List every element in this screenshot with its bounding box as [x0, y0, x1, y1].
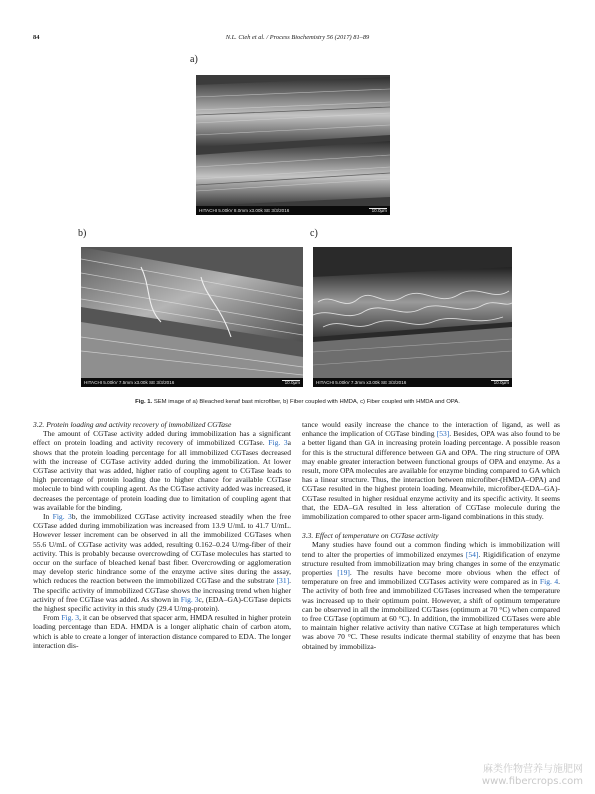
right-text-column — [302, 420, 560, 651]
left-text-column — [33, 420, 291, 650]
panel-label-b: b) — [78, 228, 87, 239]
text-run: c, (EDA–GA)-CGTase depicts the highest specific activity in this study (29.4 U/mg-protein). — [33, 594, 291, 614]
figure-link[interactable]: Fig. 3 — [268, 438, 288, 448]
sem-scale-label-a: 10.0µm — [371, 208, 387, 213]
text-run: From — [43, 613, 62, 623]
sem-databar-a — [196, 206, 390, 215]
text-run: The amount of CGTase activity added during immobilization has a significant effect on protein loading and activity recovery of immobilized CGTase. — [33, 429, 291, 448]
figure-link[interactable]: Fig. 3 — [180, 594, 199, 604]
sem-databar-b — [81, 378, 303, 387]
text-run: tance would easily increase the chance to the interaction of ligand, as well as enhance the implication of CGTase binding — [302, 420, 560, 439]
sem-fiber-surface-b — [81, 247, 303, 378]
sem-fiber-surface-c — [313, 247, 512, 378]
watermark-line-1: 麻类作物营养与施肥网 — [483, 764, 583, 775]
text-run: Many studies have found out a common finding which is immobilization will tend to alter the properties of immobilized enzymes — [302, 540, 560, 559]
running-header-citation: N.L. Cieh et al. / Process Biochemistry 56 (2017) 81–89 — [225, 34, 370, 41]
paragraph — [33, 429, 291, 512]
text-run: . The results have become more obvious when the effect of temperature on free and immobilized CGTases activity were compared as in — [302, 568, 560, 587]
sem-databar-text-a: HITACHI 5.00kV 8.0mm x3.00k SE 3/3/2016 — [199, 208, 290, 213]
paragraph — [33, 512, 291, 613]
reference-link[interactable]: [31] — [276, 576, 290, 586]
section-heading-3-3: 3.3. Effect of temperature on CGTase activity — [302, 531, 439, 541]
sem-scale-label-c: 10.0µm — [493, 380, 509, 385]
paragraph — [33, 613, 291, 650]
paragraph — [302, 420, 560, 521]
text-run: . Besides, OPA was also found to be a better ligand than GA in increasing protein loading percentage. A possible reason for this is the structural difference between GA and OPA. The ring structure of OPA may enable greater interaction between functional groups of OPA and enzyme. As a result, more OPA molecules are available for enzyme binding compared to GA which has a linear structure. Thus, the interaction between microfiber-(HMDA–OPA) and CGTase resulted in the highest protein loading. Meanwhile, microfiber-(EDA–GA)-CGTase resulted in higher residual enzyme activity and its specific activity. It seems that, the EDA–GA resulted in less alteration of CGTase molecule during the immobilization compared to other spacer arm-ligand combinations in this study. — [302, 429, 560, 522]
watermark-line-2: www.fibercrops.com — [481, 776, 583, 787]
sem-databar-text-c: HITACHI 5.00kV 7.3mm x3.00k SE 3/3/2016 — [316, 380, 407, 385]
sem-databar-text-b: HITACHI 5.00kV 7.5mm x3.00k SE 3/3/2016 — [84, 380, 175, 385]
section-heading-3-2: 3.2. Protein loading and activity recovery of immobilized CGTase — [33, 420, 232, 429]
figure-link[interactable]: Fig. 3 — [52, 512, 72, 522]
text-run: . Rigidification of enzyme structure resulted from immobilization may bring changes in some of the enzymatic properties — [302, 549, 560, 578]
figure-link[interactable]: Fig. 4 — [539, 577, 559, 587]
page-number: 84 — [33, 34, 40, 41]
panel-label-a: a) — [190, 54, 198, 65]
text-run: . The activity of both free and immobilized CGTases increased when the temperature was increased up to their optimum point. However, a shift of optimum temperature can be observed in all the immobilized CGTases (optimum at 70 °C) when compared to free CGTase (optimum at 60 °C). In addition, the immobilized CGTases were able to maintain higher relative activity than native CGTase at high temperatures which was above 70 °C. These results indicate thermal stability of enzyme that has been obtained by immobiliza- — [302, 577, 560, 651]
sem-image-b — [81, 247, 303, 387]
site-watermark — [482, 764, 583, 788]
text-run: , it can be observed that spacer arm, HMDA resulted in higher protein loading percentage than EDA. HMDA is a longer aliphatic chain of carbon atom, which is able to create a longer of interaction distance compared to EDA. The longer interaction dis- — [33, 613, 291, 650]
reference-link[interactable]: [54] — [465, 549, 479, 559]
text-run: . The specific activity of immobilized CGTase shows the increasing trend when higher activity of free CGTase was added. As shown in — [33, 576, 291, 604]
figure-caption-text: SEM image of a) Bleached kenaf bast microfiber, b) Fiber coupled with HMDA, c) Fiber coupled with HMDA and OPA. — [152, 399, 460, 405]
text-run: a shows that the protein loading percentage for all immobilized CGTases decreased with the increase of CGTase activity added during the immobilization. At lower CGTase activity that was added, higher ratio of coupling agent to CGTase leads to high percentage of protein loading due to higher chance for available CGTase molecule to bind with coupling agent. As the CGTase activity added was increased, it decreases the percentage of protein loading due to limitation of coupling agent that was available for the binding. — [33, 438, 291, 512]
panel-label-c: c) — [310, 228, 318, 239]
text-run: b, the immobilized CGTase activity increased steadily when the free CGTase added during immobilization was increased from 13.9 U/mL to 41.7 U/mL. However lesser increment can be observed in all the immobilized CGTases when 55.6 U/mL of CGTase activity was added, resulting 0.162–0.24 U/mg-fiber of their activity. This is probably because overcrowding of CGTase molecules has started to occur on the surface of bleached kenaf bast fiber. Overcrowding or agglomeration may develop steric hindrance some of the enzyme active sites during the assay, which reduces the reaction between the immobilized CGTase and the substrate — [33, 512, 291, 586]
sem-databar-c — [313, 378, 512, 387]
figure-caption-label: Fig. 1. — [135, 399, 153, 405]
figure-caption — [0, 399, 595, 405]
text-run: In — [43, 512, 53, 522]
reference-link[interactable]: [19] — [337, 568, 350, 578]
reference-link[interactable]: [53] — [436, 429, 450, 439]
sem-fiber-surface-a — [196, 75, 390, 206]
sem-image-a — [196, 75, 390, 215]
sem-scale-label-b: 10.0µm — [284, 380, 300, 385]
paragraph — [302, 540, 560, 650]
sem-image-c — [313, 247, 512, 387]
figure-link[interactable]: Fig. 3 — [61, 613, 80, 623]
